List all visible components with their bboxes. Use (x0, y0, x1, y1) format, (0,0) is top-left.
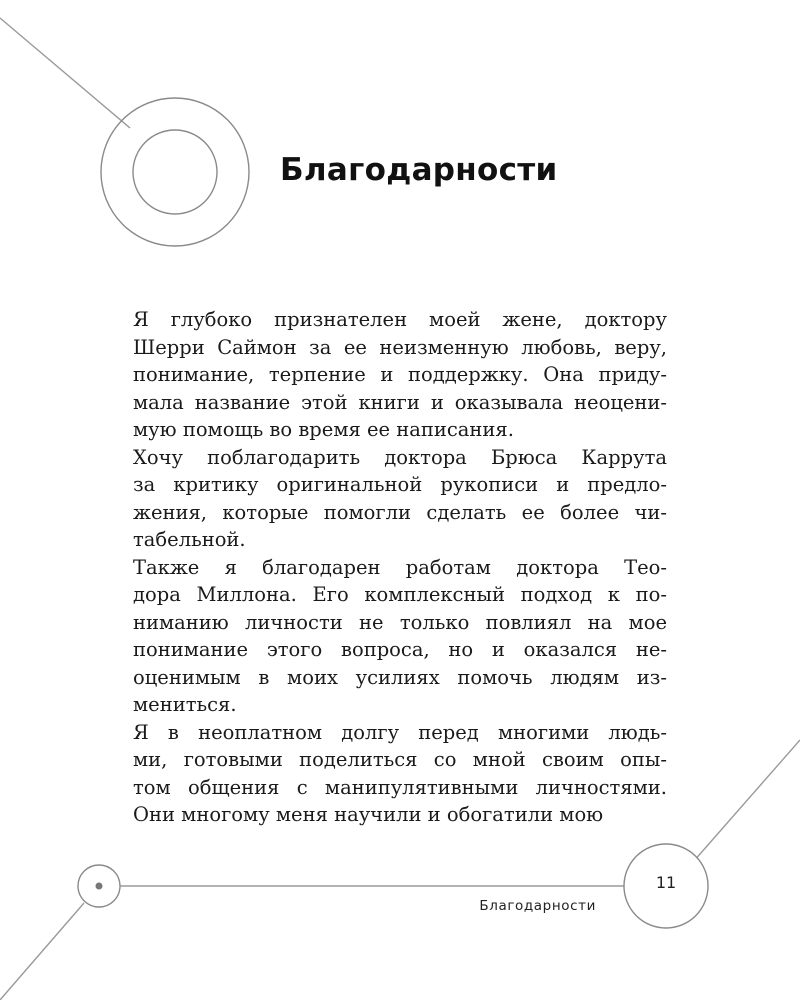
text-line: мениться. (133, 693, 237, 716)
text-line: том общения с манипулятивными личностями. (133, 775, 667, 799)
running-head: Благодарности (479, 898, 596, 914)
text-line: ниманию личности не только повлиял на мое (133, 610, 667, 634)
paragraph (101, 306, 667, 444)
decorative-ring-outer (101, 98, 249, 246)
text-line: дора Миллона. Его комплексный подход к по- (133, 583, 667, 606)
decorative-ring-inner (133, 130, 217, 214)
text-line: Я в неоплатном долгу перед многими людь- (133, 720, 667, 744)
text-line: табельной. (133, 528, 246, 551)
text-line: понимание этого вопроса, но и оказался не- (133, 638, 667, 661)
footer-dot (96, 883, 103, 890)
page-title: Благодарности (280, 152, 558, 188)
text-line: оценимым в моих усилиях помочь людям из- (133, 665, 667, 689)
decorative-line-top-left (0, 18, 130, 128)
paragraph (101, 444, 667, 554)
text-line: ми, готовыми поделиться со мной своим опы- (133, 748, 667, 771)
text-line: жения, которые помогли сделать ее более чи- (133, 500, 667, 524)
text-line: Я глубоко признателен моей жене, доктору (133, 308, 667, 331)
body-text (101, 306, 667, 829)
text-line: мую помощь во время ее написания. (133, 418, 514, 441)
text-line: Они многому меня научили и обогатили мою (133, 803, 604, 826)
text-line: Шерри Саймон за ее неизменную любовь, веру, (133, 335, 667, 359)
text-line: мала название этой книги и оказывала неоцени- (133, 390, 667, 414)
paragraph (101, 554, 667, 719)
page-number: 11 (655, 873, 677, 892)
text-line: за критику оригинальной рукописи и предло- (133, 473, 667, 496)
decorative-line-bottom-left (0, 903, 84, 1000)
text-line: понимание, терпение и поддержку. Она приду- (133, 363, 667, 386)
text-line: Также я благодарен работам доктора Тео- (133, 555, 667, 579)
paragraph (101, 719, 667, 829)
decorative-line-right (693, 740, 800, 862)
text-line: Хочу поблагодарить доктора Брюса Каррута (133, 445, 667, 469)
